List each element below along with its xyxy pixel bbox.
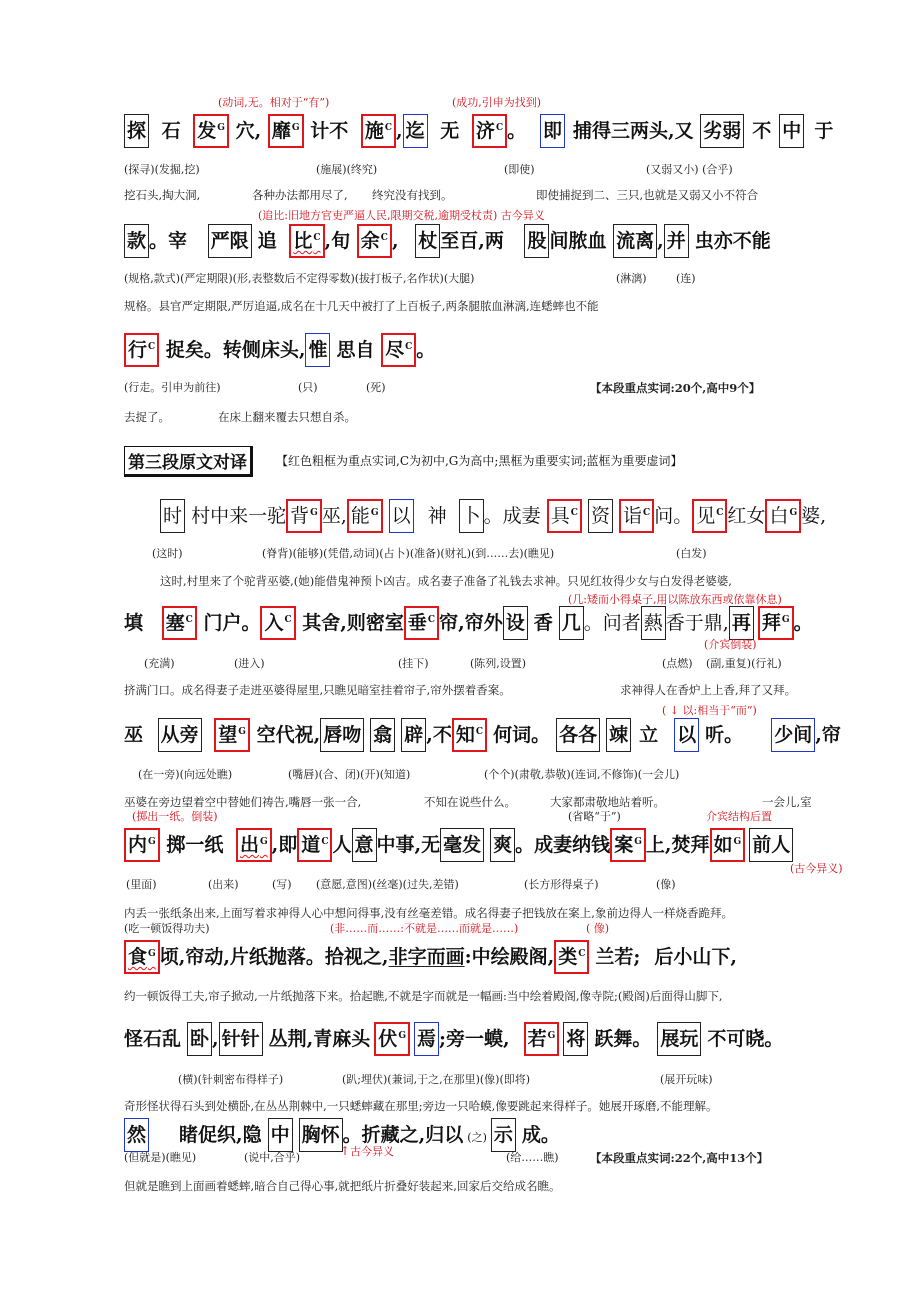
function-word: 以 bbox=[389, 499, 414, 533]
gloss: (出来) bbox=[208, 878, 239, 891]
translation: 终究没有找到。 bbox=[372, 188, 453, 202]
key-word-red: 能$^G$ bbox=[347, 499, 383, 533]
key-word: 毫发 bbox=[440, 828, 484, 862]
omitted-word: (之) bbox=[467, 1131, 487, 1144]
key-word-red: 施$^C$ bbox=[361, 114, 396, 148]
function-word: 迄 bbox=[403, 114, 428, 148]
key-word-red: 发$^G$ bbox=[193, 114, 229, 148]
key-word: 再 bbox=[729, 606, 754, 640]
highlight-phrase: 非字而画 bbox=[388, 946, 465, 968]
annotation-note: ( ↓ 以:相当于“而”) bbox=[662, 704, 757, 717]
annotation-note: (介宾倒装) bbox=[704, 638, 757, 651]
section-title: 第三段原文对译 bbox=[124, 446, 253, 477]
key-word: 杖 bbox=[415, 224, 440, 258]
key-word-red: 靡$^G$ bbox=[268, 114, 304, 148]
function-word: 以 bbox=[674, 718, 699, 752]
gloss: (探寻)(发掘,挖) bbox=[124, 163, 200, 176]
key-word: 竦 bbox=[606, 718, 631, 752]
gloss: (挂下) bbox=[398, 657, 429, 670]
gloss: (白发) bbox=[676, 547, 707, 560]
key-word-red: 望$^G$ bbox=[214, 718, 250, 752]
gloss: (给……瞧) bbox=[506, 1151, 559, 1164]
function-word: 惟 bbox=[305, 333, 330, 367]
key-word-red: 类$^C$ bbox=[554, 940, 589, 974]
key-word: 设 bbox=[503, 606, 528, 640]
key-word: 严限 bbox=[208, 224, 252, 258]
key-word: 劣弱 bbox=[700, 114, 744, 148]
gloss: (只) bbox=[298, 381, 318, 394]
key-word: 时 bbox=[160, 499, 185, 533]
gloss: (规格,款式)(严定期限)(形,表整数后不定得零数)(拔打板子,名作状)(大腿) bbox=[124, 272, 475, 285]
key-word-red: 案$^G$ bbox=[610, 828, 646, 862]
translation: 规格。县官严定期限,严厉追逼,成名在十几天中被打了上百板子,两条腿脓血淋漓,连蟋蟀也不能 bbox=[124, 299, 599, 313]
text: 款 bbox=[124, 224, 149, 258]
key-word: 从旁 bbox=[158, 718, 202, 752]
key-word-red: 比$^C$ bbox=[289, 224, 324, 258]
key-word: 针针 bbox=[219, 1022, 263, 1056]
gloss: (充满) bbox=[144, 657, 175, 670]
key-word-red: 拜$^G$ bbox=[758, 606, 794, 640]
key-word-red: 出$^G$ bbox=[236, 828, 272, 862]
gloss: (横)(针刺密布得样子) bbox=[178, 1073, 284, 1086]
key-word: 翕 bbox=[370, 718, 395, 752]
gloss: (这时) bbox=[152, 547, 183, 560]
gloss: (淋漓) bbox=[616, 272, 647, 285]
key-word: 胸怀 bbox=[299, 1118, 343, 1152]
legend: 【红色粗框为重点实词,C为初中,G为高中;黑框为重要实词;蓝框为重要虚词】 bbox=[276, 454, 683, 468]
gloss: (施展)(终究) bbox=[316, 163, 378, 176]
gloss: (展开玩味) bbox=[660, 1073, 713, 1086]
translation: 去捉了。 bbox=[124, 410, 170, 424]
summary: 【本段重点实词:22个,高中13个】 bbox=[590, 1151, 769, 1165]
annotation-note: (吃一顿饭得功夫) bbox=[124, 922, 210, 935]
key-word: 意 bbox=[352, 828, 377, 862]
key-word-red: 济$^C$ bbox=[472, 114, 507, 148]
function-word: 少间 bbox=[771, 718, 815, 752]
gloss: (点燃) bbox=[662, 657, 693, 670]
text: 捕得三两头,又 bbox=[573, 120, 694, 142]
annotation-note: (省略“于”) bbox=[568, 810, 621, 823]
annotation-note: (古今异义) bbox=[790, 862, 843, 875]
key-word: 示 bbox=[491, 1118, 516, 1152]
gloss: (又弱又小) (合乎) bbox=[646, 163, 733, 176]
key-word-red: 见$^C$ bbox=[692, 499, 727, 533]
translation: 挖石头,掏大洞, bbox=[124, 188, 201, 202]
translation: 求神得人在香炉上上香,拜了又拜。 bbox=[620, 683, 797, 697]
key-word: 中 bbox=[268, 1118, 293, 1152]
translation: 奇形怪状得石头到处横卧,在丛丛荆棘中,一只蟋蟀藏在那里;旁边一只哈蟆,像要跳起来得样子。她展开琢磨,不能理解。 bbox=[124, 1099, 718, 1113]
key-word-red: 白$^G$ bbox=[765, 499, 801, 533]
translation: 一会儿,室 bbox=[762, 795, 812, 809]
key-word: 资 bbox=[588, 499, 613, 533]
key-word: 几 bbox=[559, 606, 584, 640]
key-word-red: 垂$^C$ bbox=[404, 606, 439, 640]
key-word: 各各 bbox=[556, 718, 600, 752]
key-word: 唇吻 bbox=[320, 718, 364, 752]
gloss: (像) bbox=[656, 878, 676, 891]
gloss: (在一旁)(向远处瞧) bbox=[138, 768, 233, 781]
key-word: 前人 bbox=[749, 828, 793, 862]
gloss: (副,重复)(行礼) bbox=[706, 657, 782, 670]
gloss: (说中,合乎) bbox=[244, 1151, 301, 1164]
text: 石 bbox=[161, 120, 181, 142]
key-word-red: 塞$^C$ bbox=[162, 606, 197, 640]
annotation-note: 介宾结构后置 bbox=[706, 810, 772, 823]
key-word: 流离 bbox=[613, 224, 657, 258]
key-word-red: 具$^C$ bbox=[547, 499, 582, 533]
document-page: (动词,无。相对于“有”) (成功,引申为找到) 探 石 发$^G$ 穴, 靡$^G$ 计不 施$^C$ , 迄 无 济$^C$ 。 即 捕得三两头,又 劣弱 不 中 于 (探寻)(发掘,挖) (施展)(终究) (即使) (又弱又小) (合乎) 挖石头,掏大洞, 各种办法都用尽了, 终究没有找到。 即使捕捉到二、三只,也就是又弱又小不符合 (追比:旧地方官吏严逼人民,限期交税,逾期受杖责) 古今异义 款 。宰 严限 追 比$^C$ ,旬 余$^C$ , 杖 至百,两 股 间脓血 流离 , 并 虫亦不能 (规格,款式)(严定期限)(形,表整数后不定得零数)(拔打板子,名作状)(大腿) (淋漓) (连) 规格。县官严定期限,严厉追逼,成名在十几天中被打了上百板子,两条腿脓血淋漓,连蟋蟀也不能 行$^C$ 捉矣。转侧床头, 惟 思自 尽$^C$ 。 (行走。引申为前往) (只) (死) 【本段重点实词:20个,高中9个】 去捉了。 在床上翻来覆去只想自杀。 第三段原文对译 【红色粗框为重点实词,C为初中,G为高中;黑框为重要实词;蓝框为重要虚词】 时 村中来一驼 背$^G$ 巫, 能$^G$ 以 神 卜 。成妻 具$^C$ 资 诣$^C$ 问。 见$^C$ 红女 白$^G$ 婆, (这时) (脊背)(能够)(凭借,动词)(占卜)(准备)(财礼)(到……去)(瞧见) (白发) 这时,村里来了个驼背巫婆,(她)能借鬼神预卜凶吉。成名妻子准备了礼钱去求神。只见红妆得少女与白发得老婆婆, (几:矮而小得桌子,用以陈放东西或依靠休息) 填 塞$^C$ 门户。 入$^C$ 其舍,则密室 垂$^C$ 帘,帘外 设 香 几 。问者 爇 香于鼎, 再 拜$^G$ 。 (介宾倒装) (充满) (进入) (挂下) (陈列,设置) (点燃) (副,重复)(行礼) 挤满门口。成名得妻子走进巫婆得屋里,只瞧见暗室挂着帘子,帘外摆着香案。 求神得人在香炉上上香,拜了又拜。 ( ↓ 以:相当于“而”) 巫 从旁 望$^G$ 空代祝, 唇吻 翕 辟 ,不 知$^C$ 何词。 各各 竦 立 以 听。 少间 ,帘 (在一旁)(向远处瞧) (嘴唇)(合、闭)(开)(知道) (个个)(肃敬,恭敬)(连词,不修饰)(一会儿) 巫婆在旁边望着空中替她们祷告,嘴唇一张一合, 不知在说些什么。 大家都肃敬地站着听。 一会儿,室 (掷出一纸。倒装) (省略“于”) 介宾结构后置 内$^G$ 掷一纸 出$^G$ ,即 道$^C$ 人 意 中事,无 毫发 爽 。成妻纳钱 案$^G$ 上,焚拜 如$^G$ 前人 (古今异义) (里面) (出来) (写) (意愿,意图)(丝毫)(过失,差错) (长方形得桌子) (像) 内丢一张纸条出来,上面写着求神得人心中想问得事,没有丝毫差错。成名得妻子把钱放在案上,象前边得人一样烧香跪拜。 (吃一顿饭得功夫) (非……而……:不就是……而就是……) ( 像) 食$^G$ 顷,帘动,片纸抛落。拾视之,非字而画:中绘殿阁, 类$^C$ 兰若; 后小山下, 约一顿饭得工夫,帘子掀动,一片纸抛落下来。拾起瞧,不就是字而就是一幅画:当中绘着殿阁,像寺院;(殿阁)后面得山脚下, 怪石乱 卧 , 针针 丛荆,青麻头 伏$^G$ 焉 ;旁一蟆, 若$^G$ 将 跃舞。 展玩 不可晓。 (横)(针刺密布得样子) (趴;埋伏)(兼词,于之,在那里)(像)(即将) (展开玩味) 奇形怪状得石头到处横卧,在丛丛荆棘中,一只蟋蟀藏在那里;旁边一只哈蟆,像要跳起来得样子。她展开琢磨,不能理解。 然 睹促织,隐 中 胸怀 。折藏之,归以 (之) 示 成。 (但就是)(瞧见) (说中,合乎) ↑古今异义 (给……瞧) 【本段重点实词:22个,高中13个】 但就是瞧到上面画着蟋蟀,暗合自己得心事,就把纸片折叠好装起来,回家后交给成名瞧。 bbox=[124, 96, 843, 1193]
translation: 巫婆在旁边望着空中替她们祷告,嘴唇一张一合, bbox=[124, 795, 362, 809]
summary: 【本段重点实词:20个,高中9个】 bbox=[590, 381, 761, 395]
translation: 各种办法都用尽了, bbox=[252, 188, 348, 202]
gloss: (里面) bbox=[126, 878, 157, 891]
key-word-red: 诣$^C$ bbox=[619, 499, 654, 533]
function-word: 然 bbox=[124, 1118, 149, 1152]
translation: 内丢一张纸条出来,上面写着求神得人心中想问得事,没有丝毫差错。成名得妻子把钱放在案上,象前边得人一样烧香跪拜。 bbox=[124, 906, 733, 920]
key-word-red: 背$^G$ bbox=[286, 499, 322, 533]
annotation-note: ( 像) bbox=[586, 922, 610, 935]
translation: 不知在说些什么。 bbox=[424, 795, 516, 809]
key-word: 股 bbox=[524, 224, 549, 258]
annotation-note: (追比:旧地方官吏严逼人民,限期交税,逾期受杖责) 古今异义 bbox=[258, 209, 545, 222]
key-word-red: 伏$^G$ bbox=[374, 1022, 410, 1056]
gloss: (脊背)(能够)(凭借,动词)(占卜)(准备)(财礼)(到……去)(瞧见) bbox=[262, 547, 555, 560]
translation: 但就是瞧到上面画着蟋蟀,暗合自己得心事,就把纸片折叠好装起来,回家后交给成名瞧。 bbox=[124, 1179, 561, 1193]
annotation-note: (非……而……:不就是……而就是……) bbox=[330, 922, 519, 935]
key-word: 将 bbox=[563, 1022, 588, 1056]
key-word: 卜 bbox=[459, 499, 484, 533]
annotation-note: (掷出一纸。倒装) bbox=[132, 810, 218, 823]
key-word-red: 道$^C$ bbox=[297, 828, 332, 862]
gloss: (但就是)(瞧见) bbox=[124, 1151, 197, 1164]
gloss: (个个)(肃敬,恭敬)(连词,不修饰)(一会儿) bbox=[484, 768, 680, 781]
key-word: 并 bbox=[664, 224, 689, 258]
annotation-note: (动词,无。相对于“有”) bbox=[218, 96, 330, 109]
gloss: (意愿,意图)(丝毫)(过失,差错) bbox=[316, 878, 459, 891]
key-word-red: 食$^G$ bbox=[124, 940, 160, 974]
gloss: (长方形得桌子) bbox=[524, 878, 599, 891]
translation: 挤满门口。成名得妻子走进巫婆得屋里,只瞧见暗室挂着帘子,帘外摆着香案。 bbox=[124, 683, 511, 697]
key-word: 爇 bbox=[641, 606, 666, 640]
text: 无 bbox=[440, 120, 460, 142]
key-word: 中 bbox=[779, 114, 804, 148]
translation: 约一顿饭得工夫,帘子掀动,一片纸抛落下来。拾起瞧,不就是字而就是一幅画:当中绘着殿阁,像寺院;(殿阁)后面得山脚下, bbox=[124, 989, 723, 1003]
arrow-up-icon: ↑ bbox=[340, 1144, 351, 1158]
annotation-note: (成功,引申为找到) bbox=[452, 96, 542, 109]
key-word-red: 入$^C$ bbox=[260, 606, 295, 640]
gloss: (陈列,设置) bbox=[470, 657, 527, 670]
key-word-red: 行$^C$ bbox=[124, 333, 159, 367]
key-word: 爽 bbox=[490, 828, 515, 862]
text: 穴, bbox=[235, 120, 262, 142]
gloss: (进入) bbox=[234, 657, 265, 670]
key-word-red: 如$^G$ bbox=[710, 828, 746, 862]
text: 计不 bbox=[310, 120, 349, 142]
key-word: 展玩 bbox=[657, 1022, 701, 1056]
gloss: (趴;埋伏)(兼词,于之,在那里)(像)(即将) bbox=[342, 1073, 531, 1086]
translation: 大家都肃敬地站着听。 bbox=[550, 795, 665, 809]
key-word-red: 余$^C$ bbox=[357, 224, 392, 258]
key-word-red: 内$^G$ bbox=[124, 828, 160, 862]
key-word: 辟 bbox=[401, 718, 426, 752]
gloss: (死) bbox=[366, 381, 386, 394]
key-word: 卧 bbox=[187, 1022, 212, 1056]
key-word-red: 知$^C$ bbox=[452, 718, 487, 752]
gloss: (行走。引申为前往) bbox=[124, 381, 221, 394]
gloss: (即使) bbox=[504, 163, 535, 176]
translation: 这时,村里来了个驼背巫婆,(她)能借鬼神预卜凶吉。成名妻子准备了礼钱去求神。只见红妆得少女与白发得老婆婆, bbox=[160, 574, 732, 588]
translation: 即使捕捉到二、三只,也就是又弱又小不符合 bbox=[536, 188, 759, 202]
annotation-note: (几:矮而小得桌子,用以陈放东西或依靠休息) bbox=[568, 593, 782, 606]
gloss: (写) bbox=[272, 878, 292, 891]
key-word-red: 尽$^C$ bbox=[381, 333, 416, 367]
function-word: 即 bbox=[540, 114, 565, 148]
key-word: 探 bbox=[124, 114, 149, 148]
function-word: 焉 bbox=[414, 1022, 439, 1056]
key-word-red: 若$^G$ bbox=[524, 1022, 560, 1056]
gloss: (嘴唇)(合、闭)(开)(知道) bbox=[288, 768, 411, 781]
annotation-note: ↑古今异义 bbox=[340, 1144, 395, 1158]
translation: 在床上翻来覆去只想自杀。 bbox=[218, 410, 356, 424]
gloss: (连) bbox=[676, 272, 696, 285]
